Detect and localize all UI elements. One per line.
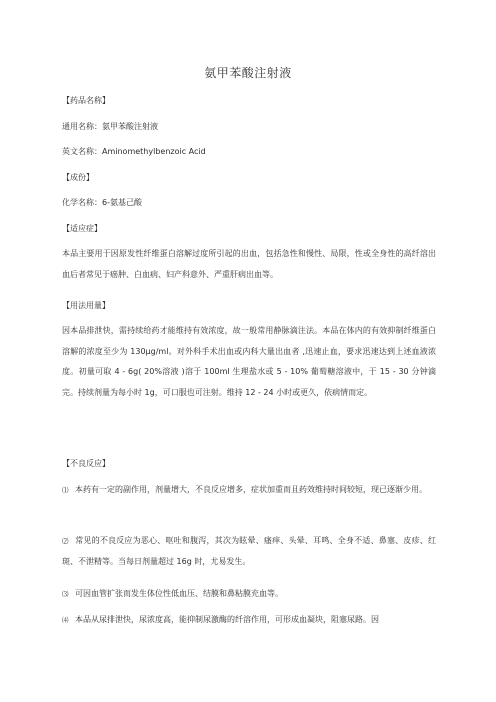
item-number: ⑴ [62,486,69,494]
english-name: 英文名称：Aminomethylbenzoic Acid [62,147,206,156]
document-title: 氨甲苯酸注射液 [204,66,292,80]
item-text: 可因血管扩张而发生体位性低血压、结膜和鼻粘膜充血等。 [75,589,283,598]
section-heading-indications: 【适应症】 [62,224,102,233]
adverse-reaction-item [62,531,436,572]
item-text: 本药有一定的副作用，剂量增大，不良反应增多，症状加重而且药效维持时间较短，现已逐渐少用。 [75,485,427,494]
chemical-name: 化学名称：6-氨基己酸 [62,198,142,207]
dosage-text: 因本品排泄快，需持续给药才能维持有效浓度，故一般常用静脉滴注法。本品在体内的有效抑制纤维蛋白溶解的浓度至少为 130μg/ml。对外科手术出血或内科大量出血者 ,迅速止血，要求迅速达到上述血液浓度。初量可取 4 - 6g( 20%溶液 )溶于 100ml 生理盐水或 5 - 10% 葡萄糖溶液中，于 15 - 30 分钟滴完。持续剂量为每小时 1g，可口服也可注射。维持 12 - 24 小时或更久，依病情而定。 [62,326,436,397]
adverse-reaction-item [62,610,436,631]
indications-text: 本品主要用于因原发性纤维蛋白溶解过度所引起的出血，包括急性和慢性、局限，性或全身性的高纤溶出血后者常见于癌肿、白血病、妇产科意外、严重肝病出血等。 [62,249,436,279]
item-text: 本品从尿排泄快，尿浓度高，能抑制尿激酶的纤溶作用，可形成血凝块，阻塞尿路。因 [75,615,379,624]
section-heading-drug-name: 【药品名称】 [62,96,110,105]
section-heading-ingredients: 【成份】 [62,173,94,182]
item-number: ⑷ [62,616,69,624]
item-number: ⑶ [62,590,69,598]
item-number: ⑵ [62,537,69,545]
generic-name: 通用名称：氨甲苯酸注射液 [62,122,158,131]
section-heading-dosage: 【用法用量】 [62,301,110,310]
section-heading-adverse-reactions: 【不良反应】 [62,459,110,468]
adverse-reaction-item [62,584,436,605]
adverse-reaction-item [62,480,436,501]
item-text: 常见的不良反应为恶心、呕吐和腹泻，其次为眩晕、瘙痒、头晕、耳鸣、全身不适、鼻塞、皮疹、红斑、不泄精等。当每日剂量超过 16g 时，尤易发生。 [62,536,436,566]
